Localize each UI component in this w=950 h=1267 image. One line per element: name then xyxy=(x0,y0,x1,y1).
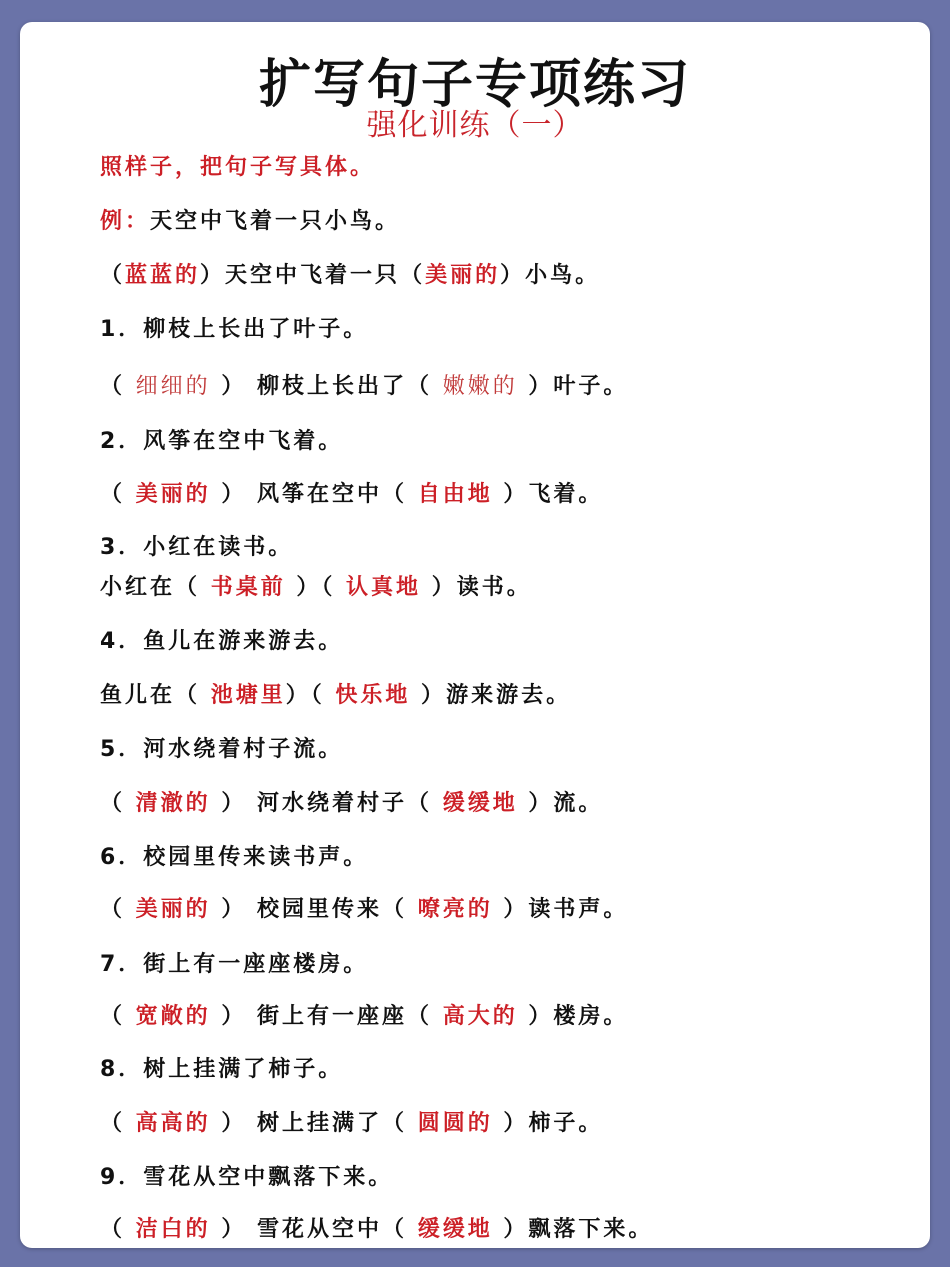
answer-2-end: 飞着。 xyxy=(528,482,604,507)
question-4: 4．鱼儿在游来游去。 xyxy=(100,629,344,654)
answer-5-b: 缓缓地 xyxy=(442,791,518,816)
answer-9-a: 洁白的 xyxy=(135,1217,211,1242)
answer-1-mid: 柳枝上长出了 xyxy=(257,374,408,399)
answer-4: 鱼儿在（ 池塘里）（ 快乐地 ）游来游去。 xyxy=(100,683,572,708)
answer-9: （ 洁白的 ） 雪花从空中（ 缓缓地 ）飘落下来。 xyxy=(100,1217,654,1242)
answer-7: （ 宽敞的 ） 街上有一座座（ 高大的 ）楼房。 xyxy=(100,1004,629,1029)
instruction-text: 照样子，把句子写具体。 xyxy=(100,155,376,180)
answer-6-a: 美丽的 xyxy=(135,897,211,922)
answer-7-end: 楼房。 xyxy=(553,1004,629,1029)
answer-2-a: 美丽的 xyxy=(135,482,211,507)
answer-3-pre: 小红在 xyxy=(100,575,176,600)
example-answer: （蓝蓝的）天空中飞着一只（美丽的）小鸟。 xyxy=(100,263,601,288)
answer-3-b: 认真地 xyxy=(346,575,422,600)
example-answer-mid: 天空中飞着一只 xyxy=(225,263,401,288)
question-3: 3．小红在读书。 xyxy=(100,535,294,560)
page-title: 扩写句子专项练习 xyxy=(258,55,691,115)
answer-4-pre: 鱼儿在 xyxy=(100,683,176,708)
answer-2-b: 自由地 xyxy=(417,482,493,507)
worksheet-page xyxy=(20,22,930,1248)
answer-5-mid: 河水绕着村子 xyxy=(257,791,408,816)
example-answer-end: 小鸟。 xyxy=(525,263,601,288)
answer-3: 小红在（ 书桌前 ）（ 认真地 ）读书。 xyxy=(100,575,532,600)
answer-1-a: 细细的 xyxy=(135,374,211,399)
question-5: 5．河水绕着村子流。 xyxy=(100,737,344,762)
question-6: 6．校园里传来读书声。 xyxy=(100,845,369,870)
answer-2: （ 美丽的 ） 风筝在空中（ 自由地 ）飞着。 xyxy=(100,482,604,507)
answer-3-a: 书桌前 xyxy=(210,575,286,600)
page-subtitle: 强化训练（一） xyxy=(366,108,584,143)
answer-6-mid: 校园里传来 xyxy=(257,897,383,922)
example-answer-b: 美丽的 xyxy=(425,263,501,288)
question-8: 8．树上挂满了柿子。 xyxy=(100,1057,344,1082)
answer-8: （ 高高的 ） 树上挂满了（ 圆圆的 ）柿子。 xyxy=(100,1111,604,1136)
answer-4-b: 快乐地 xyxy=(335,683,411,708)
answer-8-b: 圆圆的 xyxy=(417,1111,493,1136)
example-label: 例： xyxy=(100,209,151,234)
answer-5-end: 流。 xyxy=(553,791,604,816)
answer-7-mid: 街上有一座座 xyxy=(257,1004,408,1029)
example-answer-a: 蓝蓝的 xyxy=(125,263,201,288)
answer-6-b: 嘹亮的 xyxy=(417,897,493,922)
answer-6-end: 读书声。 xyxy=(528,897,629,922)
question-2: 2．风筝在空中飞着。 xyxy=(100,429,344,454)
answer-8-a: 高高的 xyxy=(135,1111,211,1136)
question-1: 1．柳枝上长出了叶子。 xyxy=(100,317,369,342)
answer-9-mid: 雪花从空中 xyxy=(257,1217,383,1242)
answer-5: （ 清澈的 ） 河水绕着村子（ 缓缓地 ）流。 xyxy=(100,791,604,816)
answer-1-b: 嫩嫩的 xyxy=(442,374,518,399)
answer-4-end: 游来游去。 xyxy=(446,683,572,708)
answer-7-a: 宽敞的 xyxy=(135,1004,211,1029)
answer-5-a: 清澈的 xyxy=(135,791,211,816)
example-question xyxy=(100,204,400,235)
question-9: 9．雪花从空中飘落下来。 xyxy=(100,1165,394,1190)
question-7: 7．街上有一座座楼房。 xyxy=(100,952,369,977)
answer-8-end: 柿子。 xyxy=(528,1111,604,1136)
answer-1-end: 叶子。 xyxy=(553,374,629,399)
answer-9-end: 飘落下来。 xyxy=(528,1217,654,1242)
answer-1: （ 细细的 ） 柳枝上长出了（ 嫩嫩的 ）叶子。 xyxy=(100,374,629,399)
answer-4-a: 池塘里 xyxy=(210,683,286,708)
answer-2-mid: 风筝在空中 xyxy=(257,482,383,507)
answer-7-b: 高大的 xyxy=(442,1004,518,1029)
answer-3-end: 读书。 xyxy=(456,575,532,600)
answer-8-mid: 树上挂满了 xyxy=(257,1111,383,1136)
answer-9-b: 缓缓地 xyxy=(417,1217,493,1242)
example-sentence: 天空中飞着一只小鸟。 xyxy=(150,209,401,234)
answer-6: （ 美丽的 ） 校园里传来（ 嘹亮的 ）读书声。 xyxy=(100,897,629,922)
